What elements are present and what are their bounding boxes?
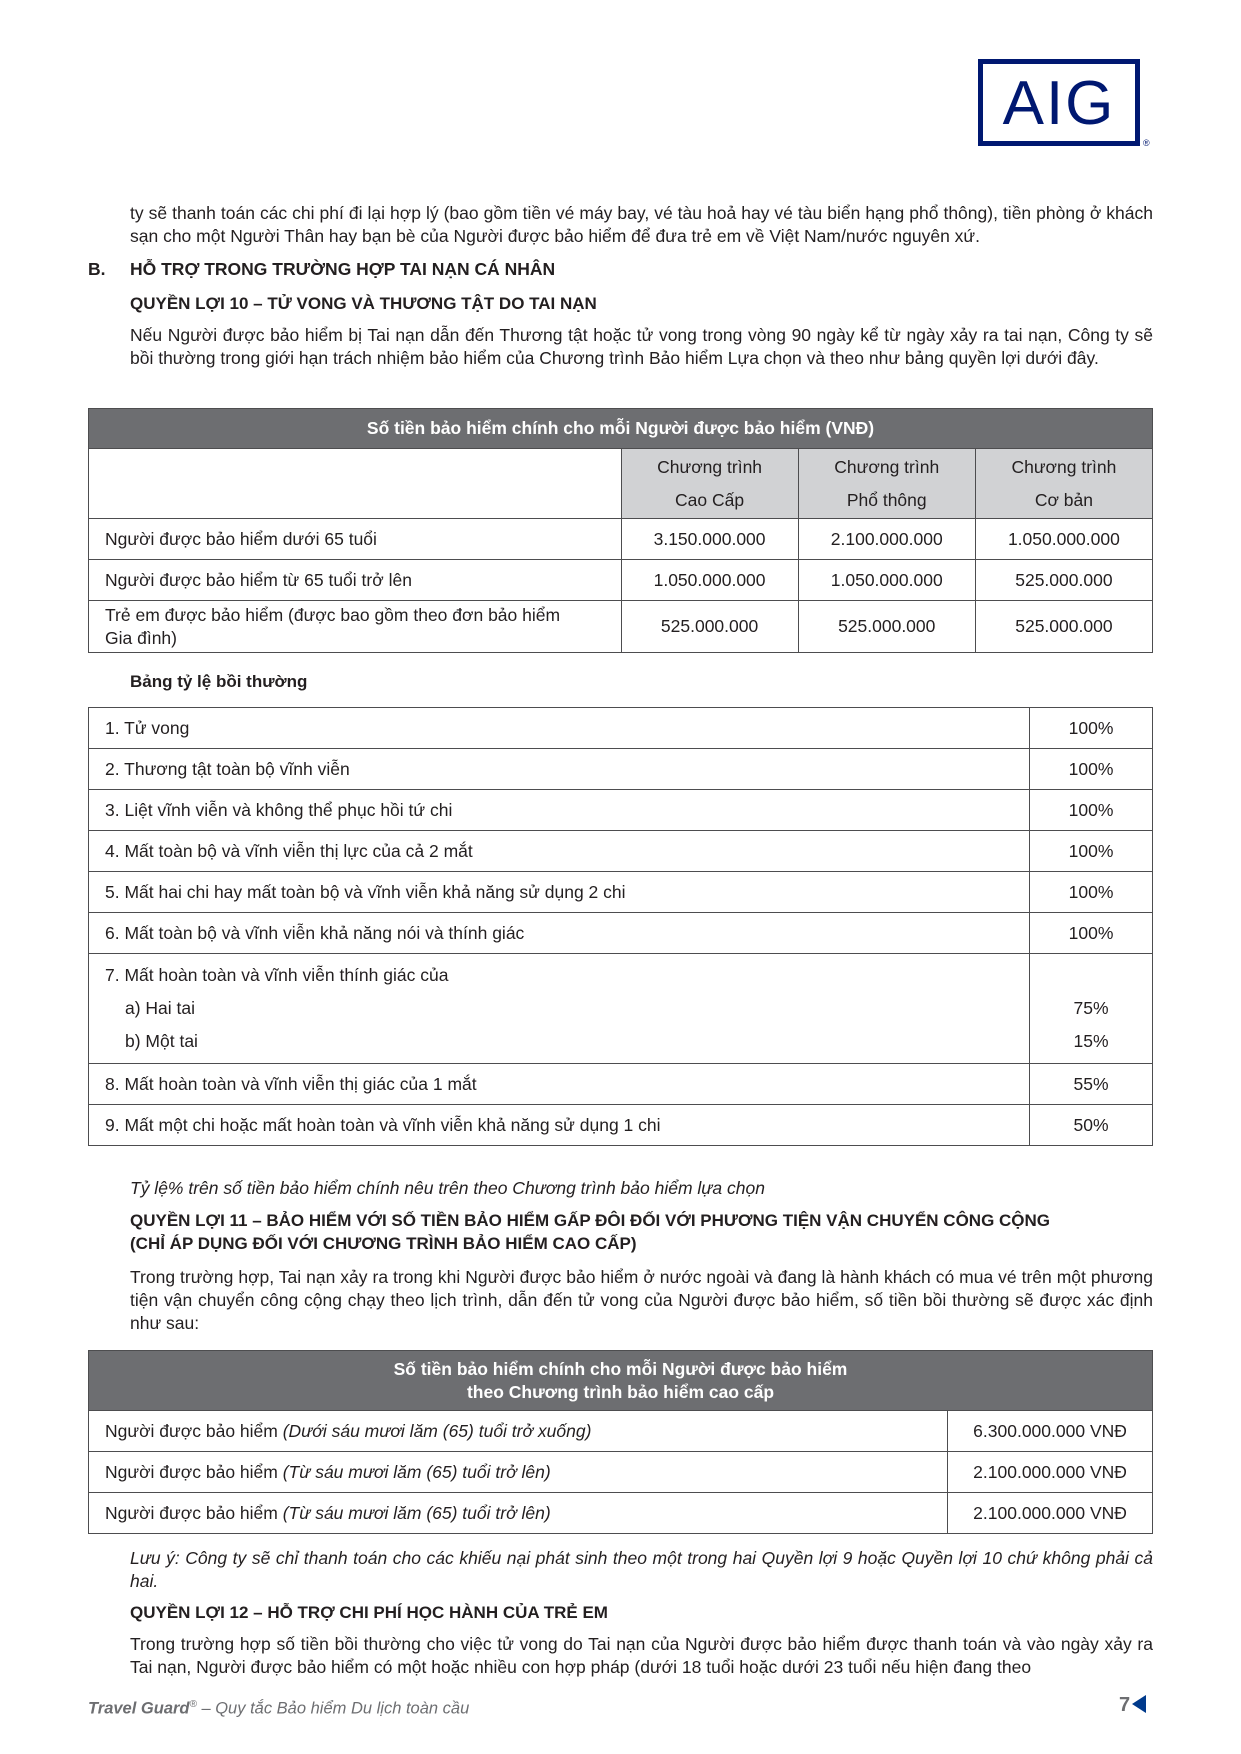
- row-label: Người được bảo hiểm dưới 65 tuổi: [89, 519, 622, 560]
- rate-label: 4. Mất toàn bộ và vĩnh viễn thị lực của cả 2 mắt: [89, 831, 1030, 872]
- plan-premium-header: [621, 449, 798, 519]
- page-number: [1119, 1694, 1146, 1717]
- table-row: [89, 954, 1153, 1064]
- plan-basic-line2: Cơ bản: [1034, 489, 1093, 510]
- double-indemnity-table: [88, 1350, 1153, 1534]
- rate-label: 1. Tử vong: [89, 708, 1030, 749]
- age-note: (Từ sáu mươi lăm (65) tuổi trở lên): [282, 1502, 551, 1523]
- rate-note: Tỷ lệ% trên số tiền bảo hiểm chính nêu trên theo Chương trình bảo hiểm lựa chọn: [130, 1178, 765, 1198]
- plan-standard-header: [798, 449, 975, 519]
- amount-value: 2.100.000.000 VNĐ: [948, 1452, 1153, 1493]
- hearing-one-percent: 15%: [1073, 1031, 1109, 1051]
- rate-label: 6. Mất toàn bộ và vĩnh viễn khả năng nói và thính giác: [89, 913, 1030, 954]
- hearing-loss-label: 7. Mất hoàn toàn và vĩnh viễn thính giác của: [105, 965, 449, 985]
- aig-logo-text: AIG: [1002, 69, 1116, 138]
- benefit11-title-line2: (CHỈ ÁP DỤNG ĐỐI VỚI CHƯƠNG TRÌNH BẢO HIỂM CAO CẤP): [130, 1234, 637, 1253]
- footer-brand: Travel Guard: [88, 1699, 190, 1718]
- plan-basic-line1: Chương trình: [1011, 456, 1117, 477]
- plan-premium-line1: Chương trình: [657, 456, 763, 477]
- rate-label: 8. Mất hoàn toàn và vĩnh viễn thị giác của 1 mắt: [89, 1064, 1030, 1105]
- rate-percent: 100%: [1030, 749, 1153, 790]
- table-row: [89, 913, 1153, 954]
- empty-header-cell: [89, 449, 622, 519]
- value-standard: 1.050.000.000: [798, 560, 975, 601]
- rate-percent: 55%: [1030, 1064, 1153, 1105]
- amount-value: 2.100.000.000 VNĐ: [948, 1493, 1153, 1534]
- table-row: [89, 1064, 1153, 1105]
- plan-basic-header: [975, 449, 1152, 519]
- footer-reg: ®: [189, 1699, 197, 1710]
- benefit11-note: Lưu ý: Công ty sẽ chỉ thanh toán cho các khiếu nại phát sinh theo một trong hai Quyền lợi 9 hoặc Quyền lợi 10 chứ không phải cả hai.: [130, 1548, 1153, 1591]
- footer-title: [88, 1699, 469, 1719]
- amount-value: 6.300.000.000 VNĐ: [948, 1411, 1153, 1452]
- sum-insured-table: [88, 408, 1153, 653]
- rate-label: 3. Liệt vĩnh viễn và không thể phục hồi tứ chi: [89, 790, 1030, 831]
- plan-premium-line2: Cao Cấp: [675, 489, 745, 510]
- section-title: HỖ TRỢ TRONG TRƯỜNG HỢP TAI NẠN CÁ NHÂN: [130, 259, 556, 279]
- value-standard: 525.000.000: [798, 601, 975, 653]
- page-number-text: 7: [1119, 1694, 1131, 1716]
- table-row: [89, 560, 1153, 601]
- logo-registered-mark: ®: [1143, 138, 1150, 148]
- hearing-loss-both-ears: a) Hai tai: [125, 998, 196, 1018]
- benefit12-body: Trong trường hợp số tiền bồi thường cho việc tử vong do Tai nạn của Người được bảo hiểm được thanh toán và vào ngày xảy ra Tai nạn, Người được bảo hiểm có một hoặc nhiều con hợp pháp (dưới 18 tuổi hoặc dưới 23 tuổi nếu hiện đang theo: [130, 1634, 1153, 1677]
- benefit10-body: Nếu Người được bảo hiểm bị Tai nạn dẫn đến Thương tật hoặc tử vong trong vòng 90 ngày kể từ ngày xảy ra tai nạn, Công ty sẽ bồi thường trong giới hạn trách nhiệm bảo hiểm của Chương trình Bảo hiểm Lựa chọn và theo như bảng quyền lợi dưới đây.: [130, 325, 1153, 368]
- table-row: [89, 1493, 1153, 1534]
- table-row: [89, 1411, 1153, 1452]
- row-label: Trẻ em được bảo hiểm (được bao gồm theo đơn bảo hiểm Gia đình): [89, 601, 622, 653]
- rate-table-title: Bảng tỷ lệ bồi thường: [130, 672, 308, 691]
- benefit10-title: QUYỀN LỢI 10 – TỬ VONG VÀ THƯƠNG TẬT DO TAI NẠN: [130, 294, 597, 313]
- header-line1: Số tiền bảo hiểm chính cho mỗi Người được bảo hiểm: [393, 1358, 848, 1379]
- table-row: [89, 708, 1153, 749]
- rate-percent: 100%: [1030, 790, 1153, 831]
- rate-label: 5. Mất hai chi hay mất toàn bộ và vĩnh viễn khả năng sử dụng 2 chi: [89, 872, 1030, 913]
- insured-label: Người được bảo hiểm: [105, 1502, 278, 1523]
- table-row: [89, 749, 1153, 790]
- value-premium: 1.050.000.000: [621, 560, 798, 601]
- aig-logo: [978, 59, 1140, 146]
- row-label: Người được bảo hiểm từ 65 tuổi trở lên: [89, 560, 622, 601]
- hearing-both-percent: 75%: [1073, 998, 1109, 1018]
- age-note: (Dưới sáu mươi lăm (65) tuổi trở xuống): [282, 1420, 592, 1441]
- header-line2: theo Chương trình bảo hiểm cao cấp: [466, 1381, 775, 1402]
- rate-percent-hearing: [1030, 954, 1153, 1064]
- value-basic: 525.000.000: [975, 601, 1152, 653]
- value-premium: 525.000.000: [621, 601, 798, 653]
- rate-label: 9. Mất một chi hoặc mất hoàn toàn và vĩnh viễn khả năng sử dụng 1 chi: [89, 1105, 1030, 1146]
- section-letter: B.: [88, 259, 106, 279]
- insured-label-cell: [89, 1452, 948, 1493]
- insured-label-cell: [89, 1411, 948, 1452]
- rate-label: 2. Thương tật toàn bộ vĩnh viễn: [89, 749, 1030, 790]
- value-basic: 1.050.000.000: [975, 519, 1152, 560]
- rate-percent: 50%: [1030, 1105, 1153, 1146]
- benefit11-body: Trong trường hợp, Tai nạn xảy ra trong khi Người được bảo hiểm ở nước ngoài và đang là hành khách có mua vé trên một phương tiện vận chuyển công cộng chạy theo lịch trình, dẫn đến tử vong của Người được bảo hiểm, số tiền bồi thường sẽ được xác định như sau:: [130, 1267, 1153, 1333]
- age-note: (Từ sáu mươi lăm (65) tuổi trở lên): [282, 1461, 551, 1482]
- value-premium: 3.150.000.000: [621, 519, 798, 560]
- double-indemnity-header: [89, 1351, 1153, 1411]
- table-row: [89, 872, 1153, 913]
- table-row: [89, 831, 1153, 872]
- rate-label-hearing: [89, 954, 1030, 1064]
- plan-standard-line1: Chương trình: [834, 456, 940, 477]
- plan-standard-line2: Phổ thông: [846, 489, 927, 510]
- sum-insured-table-header: Số tiền bảo hiểm chính cho mỗi Người được bảo hiểm (VNĐ): [89, 409, 1153, 449]
- benefit12-title: QUYỀN LỢI 12 – HỖ TRỢ CHI PHÍ HỌC HÀNH CỦA TRẺ EM: [130, 1603, 608, 1622]
- intro-paragraph: ty sẽ thanh toán các chi phí đi lại hợp lý (bao gồm tiền vé máy bay, vé tàu hoả hay vé tàu biển hạng phổ thông), tiền phòng ở khách sạn cho một Người Thân hay bạn bè của Người được bảo hiểm để đưa trẻ em về Việt Nam/nước nguyên xứ.: [130, 203, 1153, 246]
- rate-percent: 100%: [1030, 831, 1153, 872]
- value-standard: 2.100.000.000: [798, 519, 975, 560]
- hearing-loss-one-ear: b) Một tai: [125, 1031, 198, 1051]
- table-row: [89, 519, 1153, 560]
- compensation-rate-table: [88, 707, 1153, 1146]
- value-basic: 525.000.000: [975, 560, 1152, 601]
- table-row: [89, 1452, 1153, 1493]
- rate-percent: 100%: [1030, 913, 1153, 954]
- table-row: [89, 790, 1153, 831]
- table-row: [89, 1105, 1153, 1146]
- table-row: [89, 601, 1153, 653]
- footer-rest: – Quy tắc Bảo hiểm Du lịch toàn cầu: [196, 1699, 470, 1718]
- rate-percent: 100%: [1030, 872, 1153, 913]
- insured-label: Người được bảo hiểm: [105, 1420, 278, 1441]
- benefit11-title-line1: QUYỀN LỢI 11 – BẢO HIỂM VỚI SỐ TIỀN BẢO HIỂM GẤP ĐÔI ĐỐI VỚI PHƯƠNG TIỆN VẬN CHUYỂN CÔNG CỘNG: [130, 1211, 1051, 1230]
- rate-percent: 100%: [1030, 708, 1153, 749]
- insured-label-cell: [89, 1493, 948, 1534]
- page-arrow-icon: [1132, 1695, 1146, 1713]
- insured-label: Người được bảo hiểm: [105, 1461, 278, 1482]
